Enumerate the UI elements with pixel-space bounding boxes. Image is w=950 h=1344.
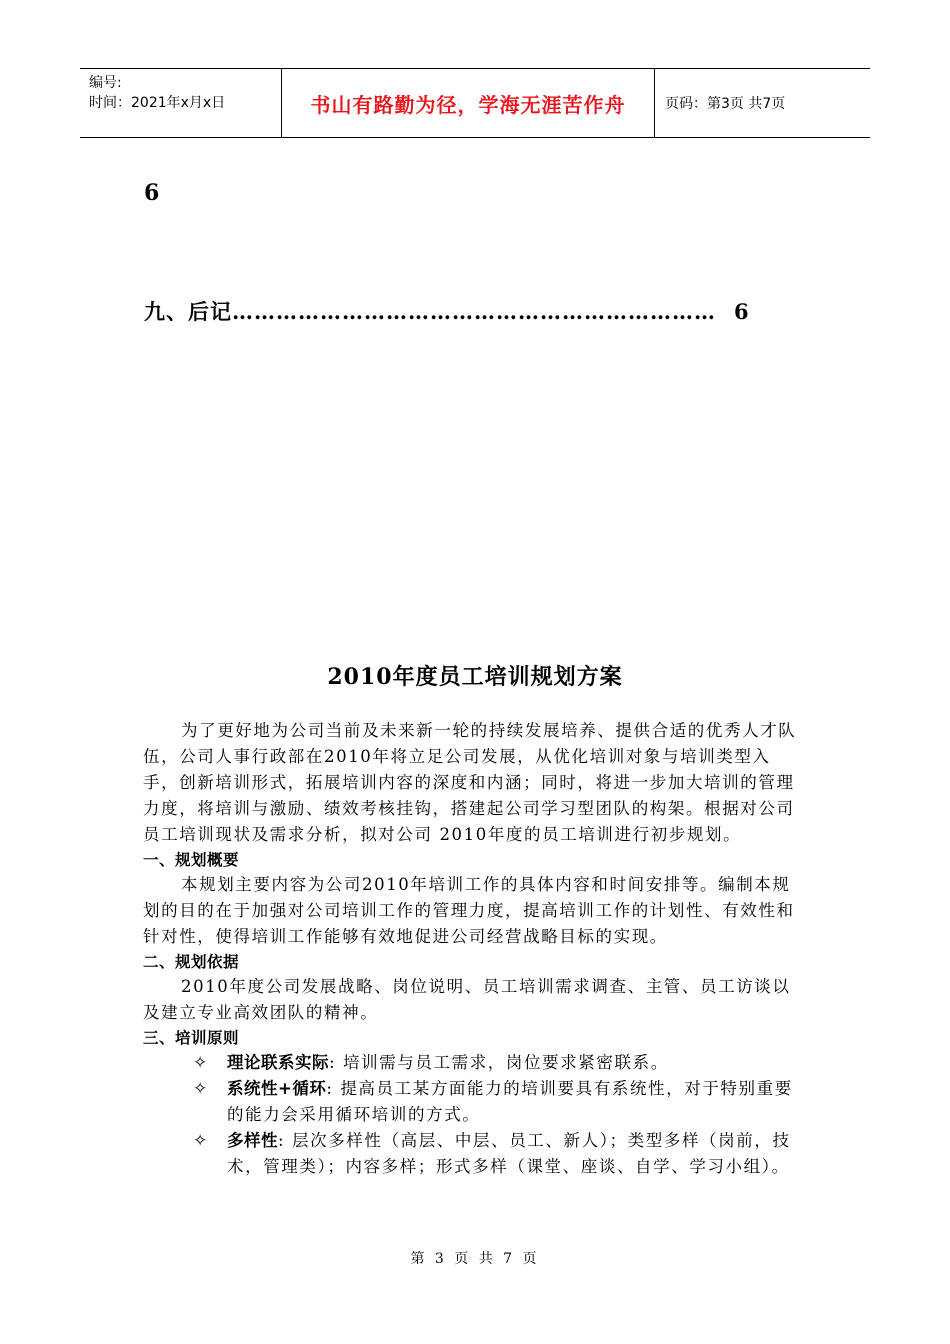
header-meta [80,69,281,137]
section-text-overview: 本规划主要内容为公司2010年培训工作的具体内容和时间安排等。编制本规划的目的在于加强对公司培训工作的管理力度，提高培训工作的计划性、有效性和针对性，使得培训工作能够有效地促进公司经营战略目标的实现。 [143,875,795,946]
principle-item [143,1076,805,1128]
diamond-bullet-icon: ✧ [193,1079,209,1099]
section-text-basis: 2010年度公司发展战略、岗位说明、员工培训需求调查、主管、员工访谈以及建立专业高效团队的精神。 [143,977,791,1022]
page-header [80,68,870,138]
document-title: 2010年度员工培训规划方案 [327,664,623,690]
principle-item [143,1050,805,1076]
section-heading-principles: 三、培训原则 [143,1029,240,1047]
diamond-bullet-icon: ✧ [193,1131,209,1151]
intro-paragraph: 为了更好地为公司当前及未来新一轮的持续发展培养、提供合适的优秀人才队伍，公司人事行政部在2010年将立足公司发展，从优化培训对象与培训类型入手，创新培训形式，拓展培训内容的深度和内涵；同时，将进一步加大培训的管理力度，将培训与激励、绩效考核挂钩，搭建起公司学习型团队的构架。根据对公司员工培训现状及需求分析，拟对公司 2010年度的员工培训进行初步规划。 [143,721,797,844]
toc-leader-dots: ………………………………………………………… [232,299,716,324]
principle-text: : 提高员工某方面能力的培训要具有系统性，对于特别重要的能力会采用循环培训的方式。 [227,1079,793,1124]
header-motto: 书山有路勤为径，学海无涯苦作舟 [281,69,655,137]
section-heading-basis: 二、规划依据 [143,953,240,971]
toc-entry-label: 九、后记 [144,299,232,324]
document-body [143,718,805,1180]
principle-keyword: 多样性 [227,1131,278,1150]
principle-item [143,1128,805,1180]
toc-page-number: 6 [144,180,160,206]
toc-entry [144,296,750,326]
document-number-label: 编号: [89,75,122,91]
principle-keyword: 系统性+循环 [227,1079,327,1098]
document-date: 时间：2021年x月x日 [89,95,226,111]
principle-keyword: 理论联系实际 [227,1053,329,1072]
section-heading-overview: 一、规划概要 [143,851,240,869]
principle-text: : 层次多样性（高层、中层、员工、新人）；类型多样（岗前，技术，管理类）；内容多样；形式多样（课堂、座谈、自学、学习小组）。 [227,1131,791,1176]
page-footer: 第 3 页 共 7 页 [410,1251,540,1267]
toc-entry-page: 6 [734,299,750,324]
diamond-bullet-icon: ✧ [193,1053,209,1073]
header-page-info: 页码：第3页 共7页 [665,96,786,112]
principle-text: : 培训需与员工需求，岗位要求紧密联系。 [329,1053,669,1072]
